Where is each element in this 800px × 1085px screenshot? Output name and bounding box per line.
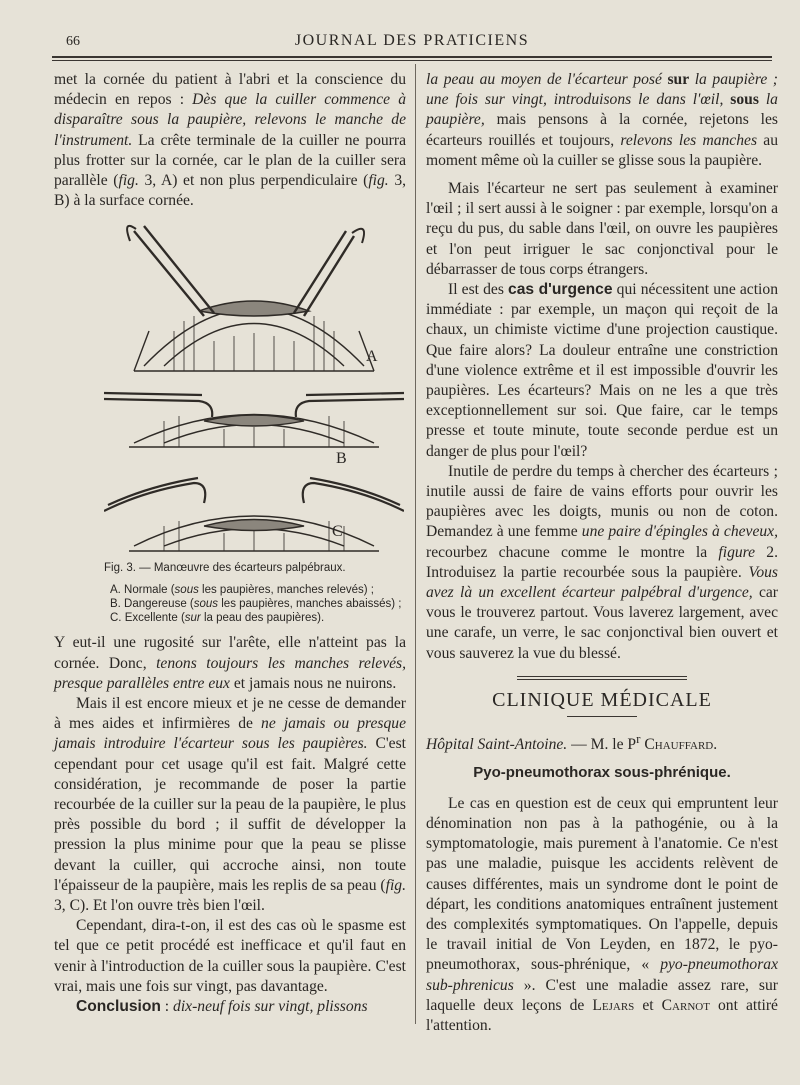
header-rule [52,56,772,58]
text-run: les paupières, manches abaissés) ; [218,598,402,611]
text-run: dix-neuf fois sur vingt, plissons [173,998,368,1016]
text-run: Mais l'écarteur ne sert pas seulement à examiner l'œil ; il sert aussi à le soigner : par exemple, lorsqu'on a reçu du pus, du sable dans l'œil, on ouvre les paupières et l'on peut irriguer le sac conjonctival pour le débarrasser de tous corps étrangers. [426,180,778,278]
paragraph-urgence [426,280,778,462]
caption-title: Fig. 3. — Manœuvre des écarteurs palpébraux. [104,562,346,575]
text-run: 2. Introduisez la partie recourbée sous la paupière. [426,543,778,581]
byline-superscript: r [636,731,641,747]
text-run: Inutile de perdre du temps à chercher des écarteurs ; inutile aussi de faire de vains efforts pour ouvrir les paupières avec les doigts, munis ou non de coton. Demandez à une femme [426,462,778,541]
paragraph-epingles [426,462,778,664]
text-run: cas d'urgence [508,281,613,299]
text-run: Il est des [448,281,509,299]
text-run: Le cas en question est de ceux qui empruntent leur dénomination non pas à la pathogénie, ou à la symptomatologie, mais purement à l'anatomie. Ce n'est pas une maladie, puisque les accidents relèvent de causes différentes, mais un syndrome dont le point de départ, les conditions anatomiques entraînent justement des complexités symptomatiques. On l'appelle, depuis le travail initial de Von Leyden, en 1872, le pyo-pneumothorax, sous-phrénique, « [426,794,778,974]
professor-name: Chauffard. [644,736,718,754]
text-run [759,91,766,108]
text-run: tenons toujours les manches relevés, presque parallèles entre eux [54,654,406,692]
panel-a [127,226,374,371]
paragraph-conclusion [54,997,406,1017]
hospital-byline [426,729,778,755]
text-run: car vous le trouverez partout. Vous laverez largement, avec une carafe, un verre, le sac conjonctival bien ouvert et vous sauverez la vue du blessé. [426,584,778,662]
text-run: sous [193,598,219,611]
header-rule-thin [52,60,772,61]
text-run: ». C'est une maladie assez rare, sur laquelle deux leçons de [426,976,778,1014]
text-run: recourbez chacune comme le montre la [426,543,719,561]
text-run: Carnot [661,996,710,1014]
text-run: sur [184,612,201,625]
hospital-name: Hôpital Saint-Antoine. [426,736,568,754]
text-run: Cependant, dira-t-on, il est des cas où le spasme est tel que ce petit procédé est inefficace et qu'il faut en venir à l'introduction de la cuiller sous la paupière. C'est vrai, mais une fois sur vingt, pas davantage. [54,917,406,995]
text-run: ont attiré l'attention. [426,996,778,1034]
text-run: la peau au moyen de l'écarteur posé [426,71,668,88]
label-b: B [336,450,347,468]
text-run: A. Normale ( [110,584,175,597]
text-run: B. Dangereuse ( [110,598,194,611]
panel-c [104,478,404,551]
text-run: 3, B) à la surface cornée. [54,172,407,210]
legend-item-c [110,611,406,625]
text-run: et jamais nous ne nuirons. [229,674,397,692]
text-run: la peau des paupières). [200,612,325,625]
text-run: la paupière, [426,91,778,129]
panel-b [104,393,404,447]
text-run: C'est cependant pour cet usage qu'il est fait. Malgré cette considération, je recommande de poser la partie recourbée de la cuiller sur la peau de la paupière, le plus près possible du bord ; il suffit de développer la pression la plus minime pour que la peau se plisse devant la cuiller, qui accroche ainsi, non toute l'épaisseur de la paupière, mais les replis de sa peau ( [54,735,406,894]
text-run: sous [174,584,199,597]
text-run: Conclusion [76,998,161,1016]
text-run: au moment même où la cuiller se glisse sous la paupière. [426,131,778,169]
figure-caption [104,561,406,625]
text-run: et [634,996,662,1014]
legend-item-b [110,597,406,611]
text-run: : [160,998,174,1016]
text-run: C. Excellente ( [110,612,185,625]
text-run: une paire d'épingles à cheveux, [581,523,778,541]
text-run: Vous avez là un excellent écarteur palpébral d'urgence, [426,563,778,602]
text-run: 3, A) et non plus perpendiculaire ( [138,172,369,190]
text-run: La crête terminale de la cuiller ne pourra plus frotter sur la cornée, car le plan de la cuiller sera parallèle ( [54,131,406,190]
text-run: pyo-pneumothorax sub-phrenicus [426,956,778,994]
eyelid-retractors-illustration [104,221,404,561]
column-divider [415,64,416,1024]
text-run: mais pensons à la cornée, rejetons les écarteurs rouillés et toujours, [426,111,778,149]
text-run: la paupière ; une fois sur vingt, introduisons le dans l'œil, [426,71,778,109]
text-run: Mais il est encore mieux et je ne cesse de demander à mes aides et infirmières de [54,695,406,733]
text-run: qui nécessitent une action immédiate : par exemple, un maçon qui reçoit de la chaux, un chimiste victime d'une projection caustique. Que faire alors? La douleur entraîne une constriction d'une violence extrême et il est impossible d'ouvrir les paupières. Les écarteurs? Mais on ne les a que très exceptionnellement sur soi. Que faire, car le temps presse et toute minute, toute seconde perdue est un danger de plus pour l'œil? [426,281,778,460]
paragraph-soigner [426,179,778,280]
text-run: Lejars [592,996,635,1014]
running-title: JOURNAL DES PRATICIENS [294,32,530,49]
left-column [54,70,406,1017]
text-run: fig. [368,172,389,190]
section-title-underline [567,716,637,717]
paragraph-rugosite [54,633,406,694]
label-a: A [366,348,378,366]
text-run: sous [730,91,759,109]
article-title: Pyo-pneumothorax sous-phrénique. [473,764,731,782]
section-separator [426,676,778,680]
text-run: 3, C). Et l'on ouvre très bien l'œil. [54,897,265,915]
text-run: figure [718,543,756,561]
page-number: 66 [66,34,80,49]
right-column [426,70,778,1036]
page-header [52,32,772,54]
text-run: fig. [118,172,139,190]
paragraph-pyo-pneumothorax [426,794,778,1036]
text-run: fig. [385,876,406,894]
text-run: met la cornée du patient à l'abri et la conscience du médecin en repos : [54,71,406,109]
text-run: relevons les manches [620,131,758,149]
paragraph-mieux [54,694,406,916]
section-title: CLINIQUE MÉDICALE [492,688,712,711]
text-run: Dès que la cuiller commence à disparaître sous la paupière, relevons le manche de l'instrument. [54,91,406,149]
text-run: les paupières, manches relevés) ; [198,584,374,597]
byline-separator: — M. le P [567,736,637,754]
text-run: ne jamais ou presque jamais introduire l'écarteur sous les paupières. [54,715,407,753]
figure-3 [54,221,406,625]
separator-rule-bottom [517,679,687,680]
separator-rule-top [517,676,687,677]
paragraph-peau-ecarteur [426,70,778,171]
paragraph-cuiller-continued [54,70,406,211]
paragraph-cependant [54,916,406,997]
label-c: C [332,523,343,541]
text-run: sur [667,71,690,88]
legend-item-a [110,583,406,597]
text-run: Y eut-il une rugosité sur l'arête, elle n'atteint pas la cornée. Donc, [54,634,406,672]
